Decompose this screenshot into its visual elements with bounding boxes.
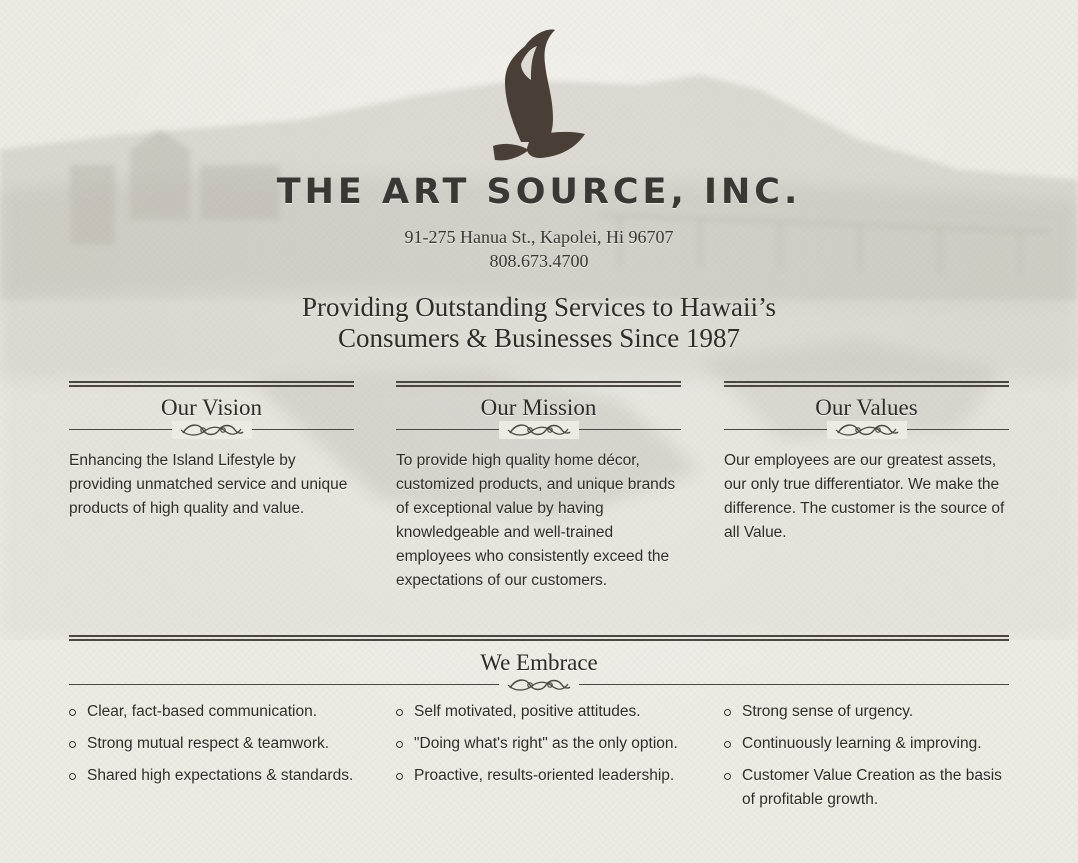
- list-item: [724, 700, 1009, 724]
- embrace-column: [396, 700, 681, 796]
- tagline-line-2: Consumers & Businesses Since 1987: [338, 323, 740, 353]
- list-item: [396, 700, 681, 724]
- sailboat-logo-icon: [491, 24, 587, 166]
- list-item: [396, 732, 681, 756]
- list-item: [724, 764, 1009, 812]
- tagline: [0, 292, 1078, 354]
- double-rule-divider: [69, 635, 1009, 641]
- circle-bullet-icon: [69, 773, 76, 780]
- ornament-divider: [396, 421, 681, 439]
- circle-bullet-icon: [724, 741, 731, 748]
- vision-text: Enhancing the Island Lifestyle by providing unmatched service and unique products of high quality and value.: [69, 452, 348, 517]
- list-item-text: Proactive, results-oriented leadership.: [414, 767, 675, 784]
- list-item-text: "Doing what's right" as the only option.: [414, 735, 678, 752]
- list-item-text: Clear, fact-based communication.: [87, 703, 318, 720]
- vision-title: Our Vision: [160, 395, 263, 420]
- we-embrace-section: [69, 635, 1009, 808]
- flourish-ornament-icon: [834, 421, 900, 439]
- list-item: [724, 732, 1009, 756]
- list-item: [396, 764, 681, 788]
- mission-section: [396, 381, 681, 593]
- embrace-column: [69, 700, 354, 796]
- we-embrace-title: We Embrace: [480, 650, 598, 675]
- double-rule-divider: [724, 381, 1009, 387]
- ornament-divider: [69, 676, 1009, 694]
- list-item: [69, 732, 354, 756]
- company-phone: 808.673.4700: [489, 251, 589, 271]
- flourish-ornament-icon: [506, 676, 572, 694]
- double-rule-divider: [396, 381, 681, 387]
- list-item-text: Continuously learning & improving.: [742, 735, 982, 752]
- circle-bullet-icon: [69, 709, 76, 716]
- vision-section: [69, 381, 354, 521]
- ornament-divider: [69, 421, 354, 439]
- flourish-ornament-icon: [506, 421, 572, 439]
- company-address: 91-275 Hanua St., Kapolei, Hi 96707: [404, 227, 674, 247]
- circle-bullet-icon: [69, 741, 76, 748]
- list-item-text: Self motivated, positive attitudes.: [414, 703, 641, 720]
- tagline-line-1: Providing Outstanding Services to Hawaii’s: [302, 292, 776, 322]
- values-title: Our Values: [815, 395, 918, 420]
- list-item-text: Shared high expectations & standards.: [87, 767, 354, 784]
- mission-text: To provide high quality home décor, customized products, and unique brands of exceptional value by having knowledgeable and well-trained employees who consistently exceed the expectations of our customers.: [396, 452, 676, 589]
- list-item-text: Strong sense of urgency.: [742, 703, 914, 720]
- embrace-column: [724, 700, 1009, 820]
- mission-title: Our Mission: [480, 395, 597, 420]
- circle-bullet-icon: [396, 709, 403, 716]
- list-item-text: Strong mutual respect & teamwork.: [87, 735, 330, 752]
- company-name: THE ART SOURCE, INC.: [276, 172, 802, 212]
- double-rule-divider: [69, 381, 354, 387]
- list-item: [69, 764, 354, 788]
- values-section: [724, 381, 1009, 545]
- values-text: Our employees are our greatest assets, our only true differentiator. We make the difference. The customer is the source of all Value.: [724, 452, 1005, 541]
- ornament-divider: [724, 421, 1009, 439]
- circle-bullet-icon: [724, 773, 731, 780]
- flourish-ornament-icon: [179, 421, 245, 439]
- circle-bullet-icon: [724, 709, 731, 716]
- list-item-text: Customer Value Creation as the basis of profitable growth.: [742, 767, 1002, 808]
- circle-bullet-icon: [396, 741, 403, 748]
- list-item: [69, 700, 354, 724]
- circle-bullet-icon: [396, 773, 403, 780]
